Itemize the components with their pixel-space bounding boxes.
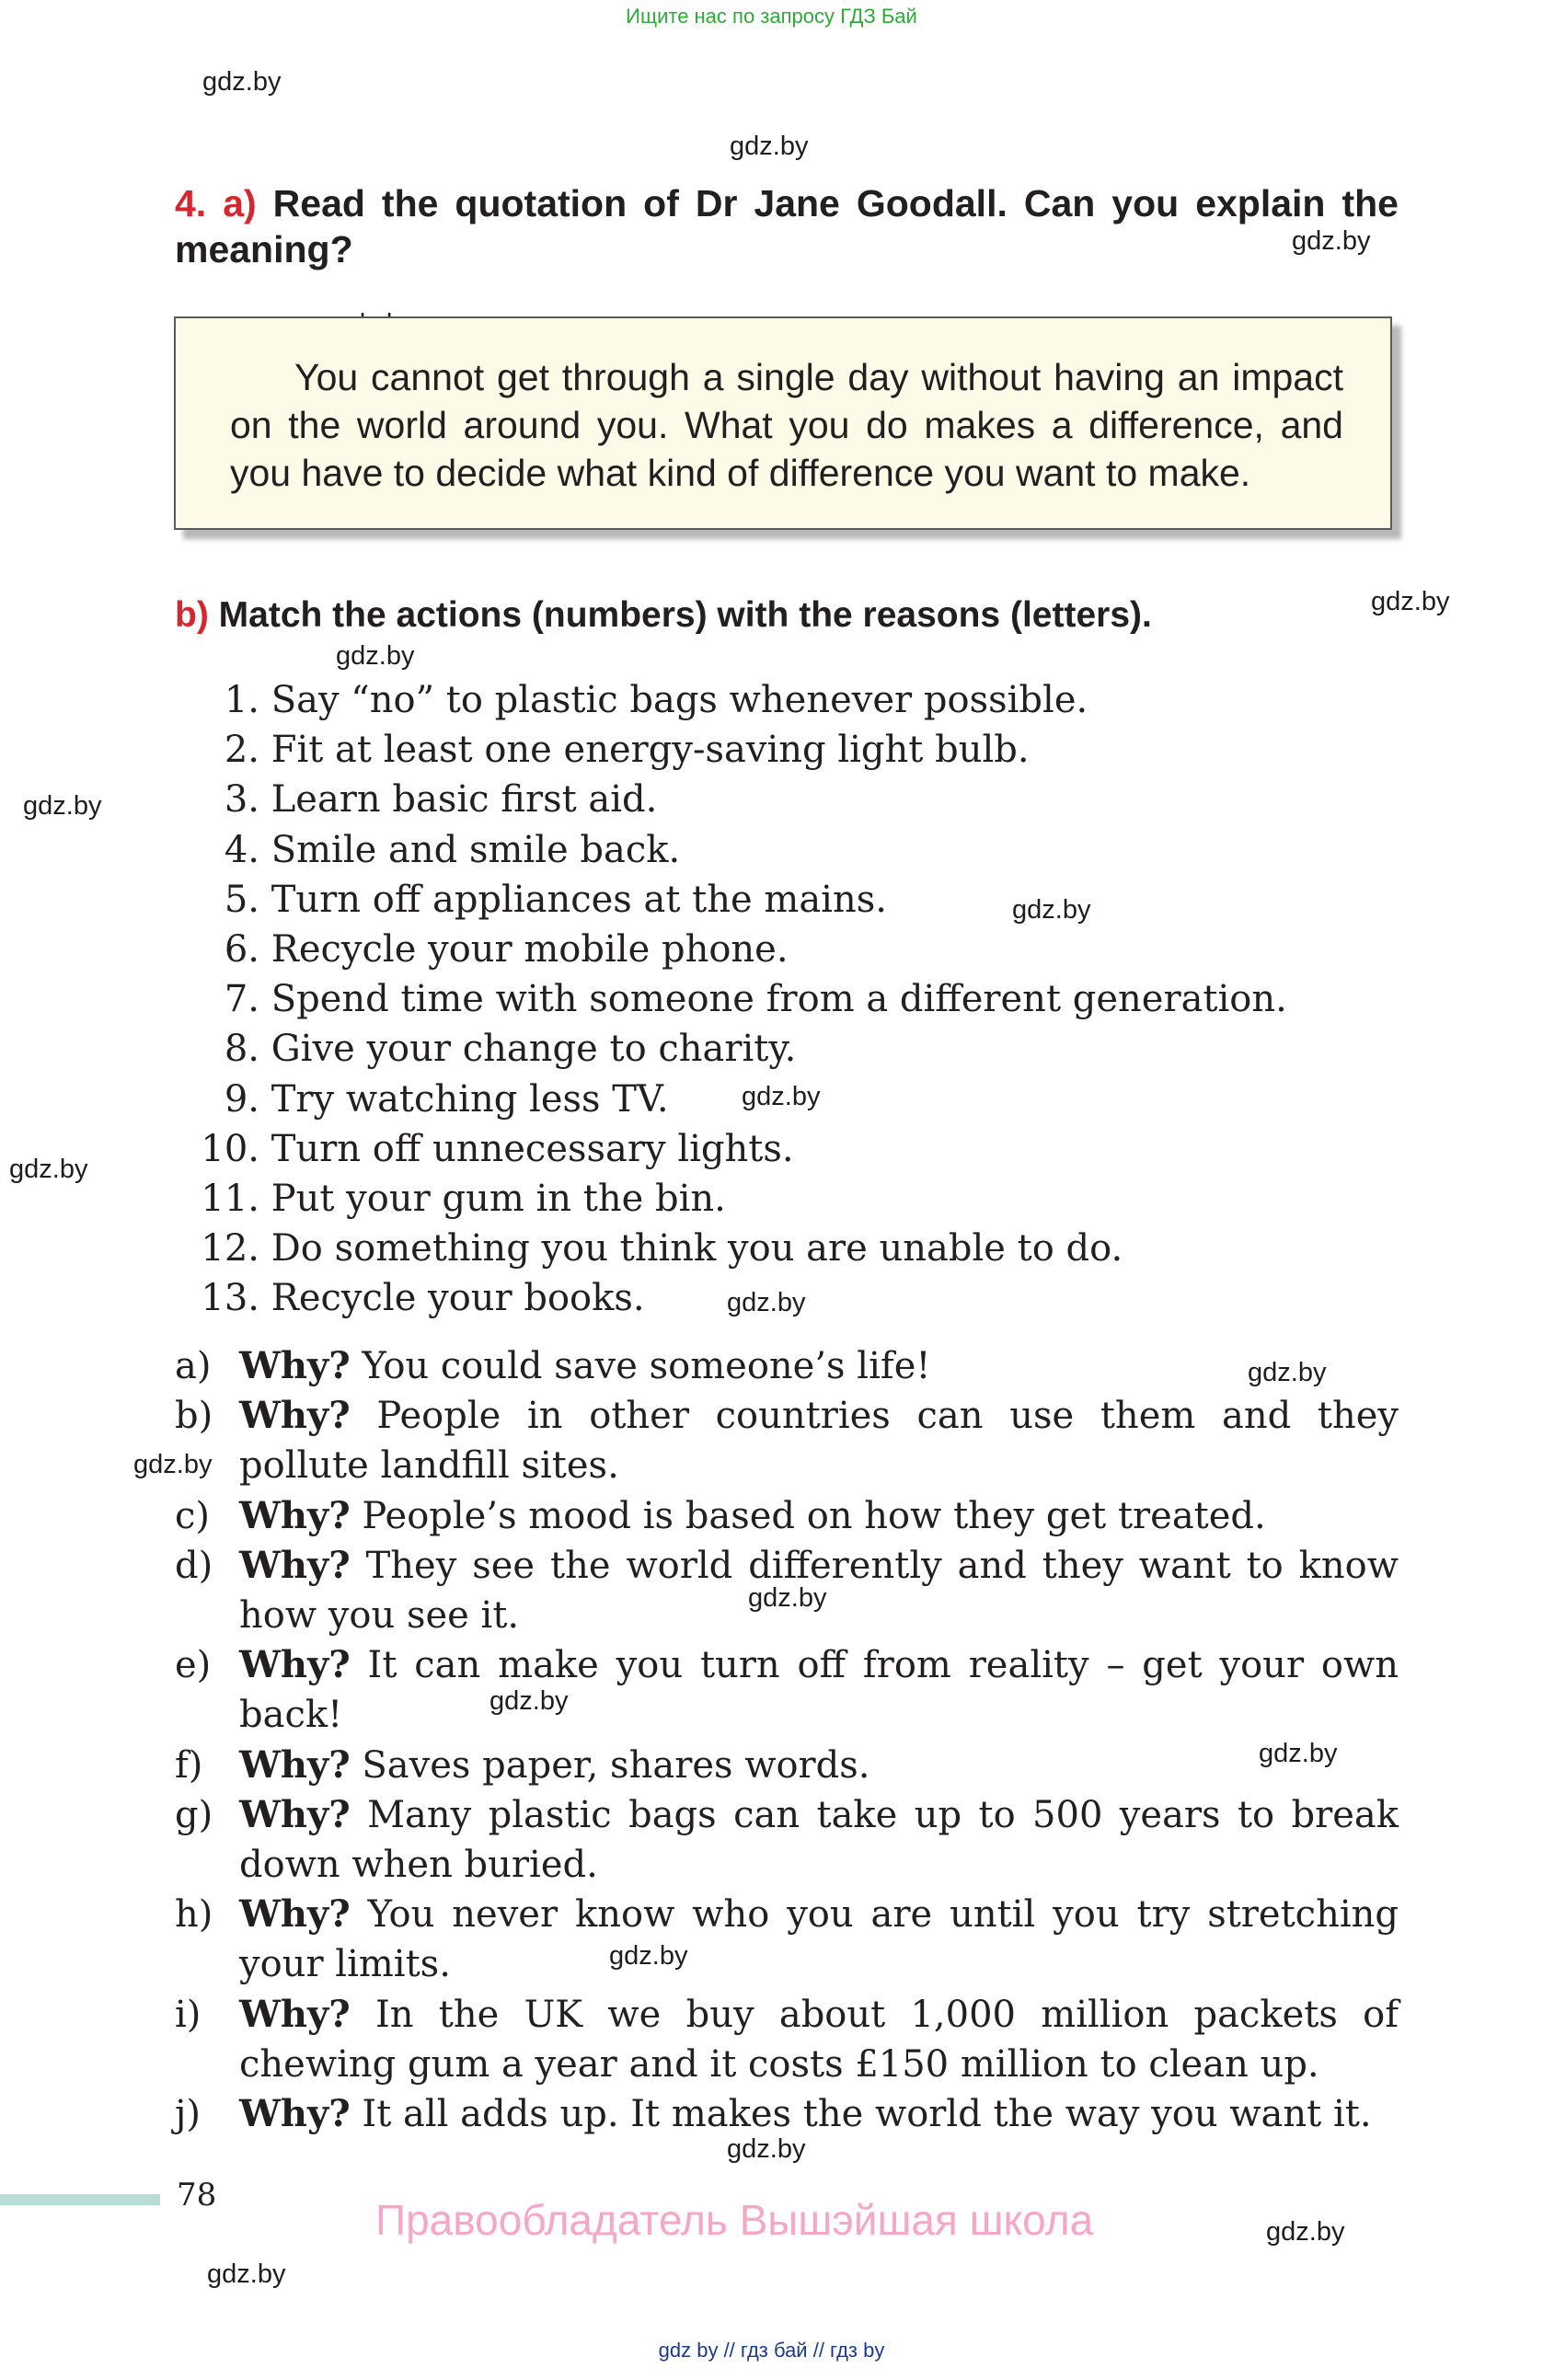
action-number: 1.: [224, 679, 259, 721]
reason-text: It all adds up. It makes the world the way you want it.: [362, 2093, 1372, 2136]
task-heading: [175, 180, 1399, 272]
reason-item: [175, 2089, 1399, 2139]
reason-letter: f): [175, 1743, 203, 1787]
copyright-notice: Правообладатель Вышэйшая школа: [375, 2196, 1094, 2244]
page-number: 78: [177, 2177, 217, 2213]
action-item: [175, 825, 1287, 875]
action-number: 3.: [224, 778, 259, 822]
action-item: [175, 1273, 1287, 1323]
action-number: 7.: [224, 978, 259, 1021]
reason-text: Many plastic bags can take up to 500 years to break down when buried.: [239, 1793, 1399, 1887]
reason-letter: b): [175, 1395, 213, 1438]
why-label: Why?: [239, 2092, 351, 2136]
action-text: Do something you think you are unable to do.: [271, 1227, 1123, 1270]
watermark: gdz.by: [207, 2259, 286, 2289]
action-item: [175, 675, 1287, 725]
top-banner[interactable]: Ищите нас по запросу ГДЗ Бай: [626, 5, 917, 28]
footer-links[interactable]: gdz by // гдз бай // гдз by: [658, 2339, 885, 2362]
why-label: Why?: [239, 1892, 351, 1937]
watermark: gdz.by: [1248, 1358, 1327, 1387]
part-b-instruction: Match the actions (numbers) with the reasons (letters).: [218, 595, 1152, 635]
watermark: gdz.by: [9, 1155, 88, 1184]
watermark: gdz.by: [336, 641, 415, 671]
reason-item: [175, 1990, 1399, 2089]
reason-text: You never know who you are until you try stretching your limits.: [239, 1893, 1399, 1986]
reason-item: [175, 1391, 1399, 1490]
quote-text: You cannot get through a single day without having an impact on the world around you. What you do makes a difference, and you have to decide what kind of difference you want to make.: [230, 356, 1343, 494]
action-text: Turn off unnecessary lights.: [271, 1127, 794, 1170]
task-instruction: Read the quotation of Dr Jane Goodall. Can you explain the meaning?: [175, 182, 1399, 270]
reason-text: People’s mood is based on how they get treated.: [362, 1494, 1266, 1537]
why-label: Why?: [239, 1742, 351, 1787]
action-text: Recycle your books.: [271, 1277, 645, 1320]
reason-letter: i): [175, 1993, 202, 2036]
watermark: gdz.by: [742, 1082, 821, 1111]
why-label: Why?: [239, 1992, 351, 2036]
action-text: Smile and smile back.: [271, 828, 681, 871]
reasons-list: [175, 1341, 1399, 2139]
action-number: 11.: [201, 1177, 259, 1220]
why-label: Why?: [239, 1493, 351, 1537]
watermark: gdz.by: [727, 2134, 806, 2164]
reason-letter: g): [175, 1793, 213, 1836]
why-label: Why?: [239, 1543, 351, 1587]
action-item: [175, 875, 1287, 925]
reason-letter: a): [175, 1345, 212, 1387]
actions-list: [175, 675, 1287, 1323]
reason-text: Saves paper, shares words.: [362, 1743, 870, 1787]
reason-text: They see the world differently and they want to know how you see it.: [239, 1544, 1399, 1638]
reason-letter: h): [175, 1893, 213, 1937]
part-b-letter: b): [175, 595, 209, 635]
action-item: [175, 1024, 1287, 1074]
task-letter-a: a): [223, 182, 257, 224]
action-item: [175, 925, 1287, 974]
action-text: Try watching less TV.: [271, 1077, 669, 1121]
part-b-heading: [175, 595, 1152, 636]
reason-item: [175, 1790, 1399, 1890]
action-number: 9.: [224, 1077, 259, 1121]
reason-letter: d): [175, 1544, 213, 1587]
action-number: 13.: [201, 1277, 259, 1320]
action-number: 5.: [224, 878, 259, 921]
action-number: 12.: [201, 1227, 259, 1270]
action-number: 8.: [224, 1028, 259, 1071]
action-item: [175, 1075, 1287, 1124]
task-number: 4.: [175, 182, 207, 224]
reason-letter: c): [175, 1494, 211, 1537]
reason-item: [175, 1741, 1399, 1790]
action-text: Learn basic first aid.: [271, 778, 658, 822]
action-text: Turn off appliances at the mains.: [271, 878, 887, 921]
reason-text: People in other countries can use them and they pollute landfill sites.: [239, 1395, 1399, 1488]
watermark: gdz.by: [1371, 587, 1450, 616]
action-number: 10.: [201, 1127, 259, 1170]
action-text: Say “no” to plastic bags whenever possible.: [271, 679, 1088, 721]
reason-letter: e): [175, 1644, 212, 1687]
reason-item: [175, 1541, 1399, 1640]
reason-text: In the UK we buy about 1,000 million packets of chewing gum a year and it costs £150 million to clean up.: [239, 1993, 1399, 2086]
watermark: gdz.by: [489, 1686, 569, 1716]
action-item: [175, 775, 1287, 824]
watermark: gdz.by: [748, 1583, 827, 1613]
why-label: Why?: [239, 1643, 351, 1687]
watermark: gdz.by: [1292, 226, 1371, 256]
why-label: Why?: [239, 1394, 351, 1438]
watermark: gdz.by: [202, 67, 282, 97]
reason-item: [175, 1341, 1399, 1391]
action-item: [175, 725, 1287, 775]
action-item: [175, 1124, 1287, 1174]
why-label: Why?: [239, 1792, 351, 1836]
reason-text: It can make you turn off from reality – get your own back!: [239, 1644, 1399, 1737]
watermark: gdz.by: [1259, 1739, 1338, 1768]
action-text: Recycle your mobile phone.: [271, 927, 789, 971]
reason-letter: j): [175, 2093, 202, 2136]
page-number-bar: [0, 2194, 160, 2205]
reason-item: [175, 1890, 1399, 1989]
action-number: 4.: [224, 828, 259, 871]
reason-item: [175, 1640, 1399, 1740]
watermark: gdz.by: [1012, 895, 1091, 925]
action-item: [175, 1224, 1287, 1273]
watermark: gdz.by: [730, 132, 809, 161]
action-number: 2.: [224, 729, 259, 772]
action-number: 6.: [224, 927, 259, 971]
action-item: [175, 1174, 1287, 1224]
action-text: Spend time with someone from a different generation.: [271, 978, 1287, 1021]
watermark: gdz.by: [609, 1941, 688, 1971]
action-text: Fit at least one energy-saving light bulb.: [271, 729, 1030, 772]
watermark: gdz.by: [727, 1288, 806, 1317]
watermark: gdz.by: [23, 791, 102, 821]
watermark: gdz.by: [133, 1450, 213, 1479]
watermark: gdz.by: [1266, 2217, 1345, 2247]
why-label: Why?: [239, 1344, 351, 1387]
reason-text: You could save someone’s life!: [362, 1345, 931, 1387]
action-text: Put your gum in the bin.: [271, 1177, 726, 1220]
reason-item: [175, 1491, 1399, 1541]
action-text: Give your change to charity.: [271, 1028, 797, 1071]
action-item: [175, 974, 1287, 1024]
